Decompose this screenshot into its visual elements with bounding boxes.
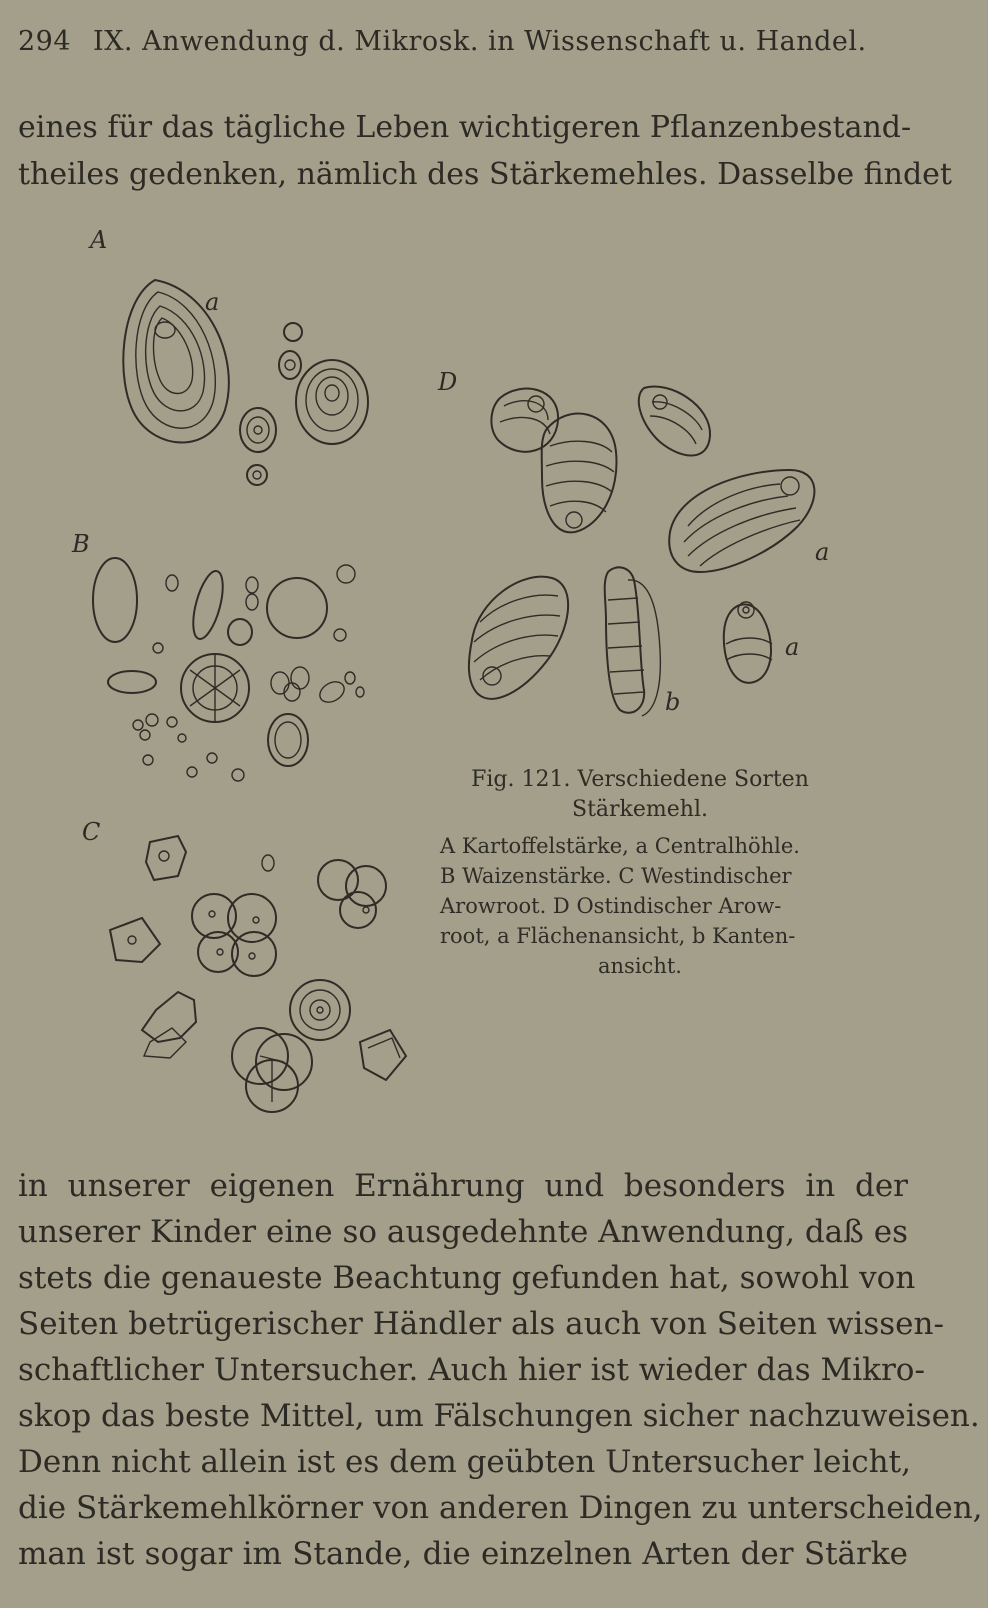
caption-line: root, a Flächenansicht, b Kanten-	[440, 924, 796, 948]
text-line: skop das beste Mittel, um Fälschungen sicher nachzuweisen.	[18, 1398, 980, 1434]
paragraph-top	[18, 104, 952, 198]
text-line: Denn nicht allein ist es dem geübten Untersucher leicht,	[18, 1444, 911, 1480]
text-line: schaftlicher Untersucher. Auch hier ist wieder das Mikro-	[18, 1352, 925, 1388]
caption-title-1: Fig. 121. Verschiedene Sorten	[471, 767, 809, 792]
label-A: A	[90, 230, 108, 254]
caption-title-2: Stärkemehl.	[572, 797, 708, 822]
caption-body	[440, 831, 840, 981]
paragraph-bottom	[18, 1163, 983, 1577]
text-line: theiles gedenken, nämlich des Stärkemehles. Dasselbe findet	[18, 157, 952, 192]
text-line: in unserer eigenen Ernährung und besonders in der	[18, 1168, 908, 1204]
header-title: IX. Anwendung d. Mikrosk. in Wissenschaft u. Handel.	[93, 26, 867, 57]
label-a-arrowroot-2: a	[785, 633, 800, 661]
text-line: unserer Kinder eine so ausgedehnte Anwendung, daß es	[18, 1214, 908, 1250]
group-C-westindian-arrowroot	[110, 836, 406, 1112]
label-a-potato: a	[205, 288, 220, 316]
text-line: Seiten betrügerischer Händler als auch von Seiten wissen-	[18, 1306, 944, 1342]
caption-line: Arowroot. D Ostindischer Arow-	[440, 894, 782, 918]
label-b-arrowroot: b	[665, 688, 681, 716]
figure-caption	[440, 765, 840, 981]
figure-121	[60, 230, 880, 1130]
group-B-wheat-starch	[93, 558, 364, 781]
text-line: stets die genaueste Beachtung gefunden hat, sowohl von	[18, 1260, 916, 1296]
text-line: man ist sogar im Stande, die einzelnen Arten der Stärke	[18, 1536, 908, 1572]
caption-line: B Waizenstärke. C Westindischer	[440, 864, 792, 888]
caption-line-last: ansicht.	[598, 954, 682, 978]
running-header	[18, 26, 878, 57]
page-number: 294	[18, 26, 72, 57]
text-line: die Stärkemehlkörner von anderen Dingen zu unterscheiden,	[18, 1490, 983, 1526]
starch-grains-illustration	[60, 230, 880, 1130]
caption-line: A Kartoffelstärke, a Centralhöhle.	[440, 834, 800, 858]
label-B: B	[72, 530, 90, 558]
group-A-potato-starch	[123, 280, 368, 485]
label-C: C	[82, 818, 101, 846]
label-D: D	[438, 368, 458, 396]
label-a-arrowroot: a	[815, 538, 830, 566]
group-D-eastindian-arrowroot	[469, 387, 815, 716]
text-line: eines für das tägliche Leben wichtigeren Pflanzenbestand-	[18, 110, 912, 145]
